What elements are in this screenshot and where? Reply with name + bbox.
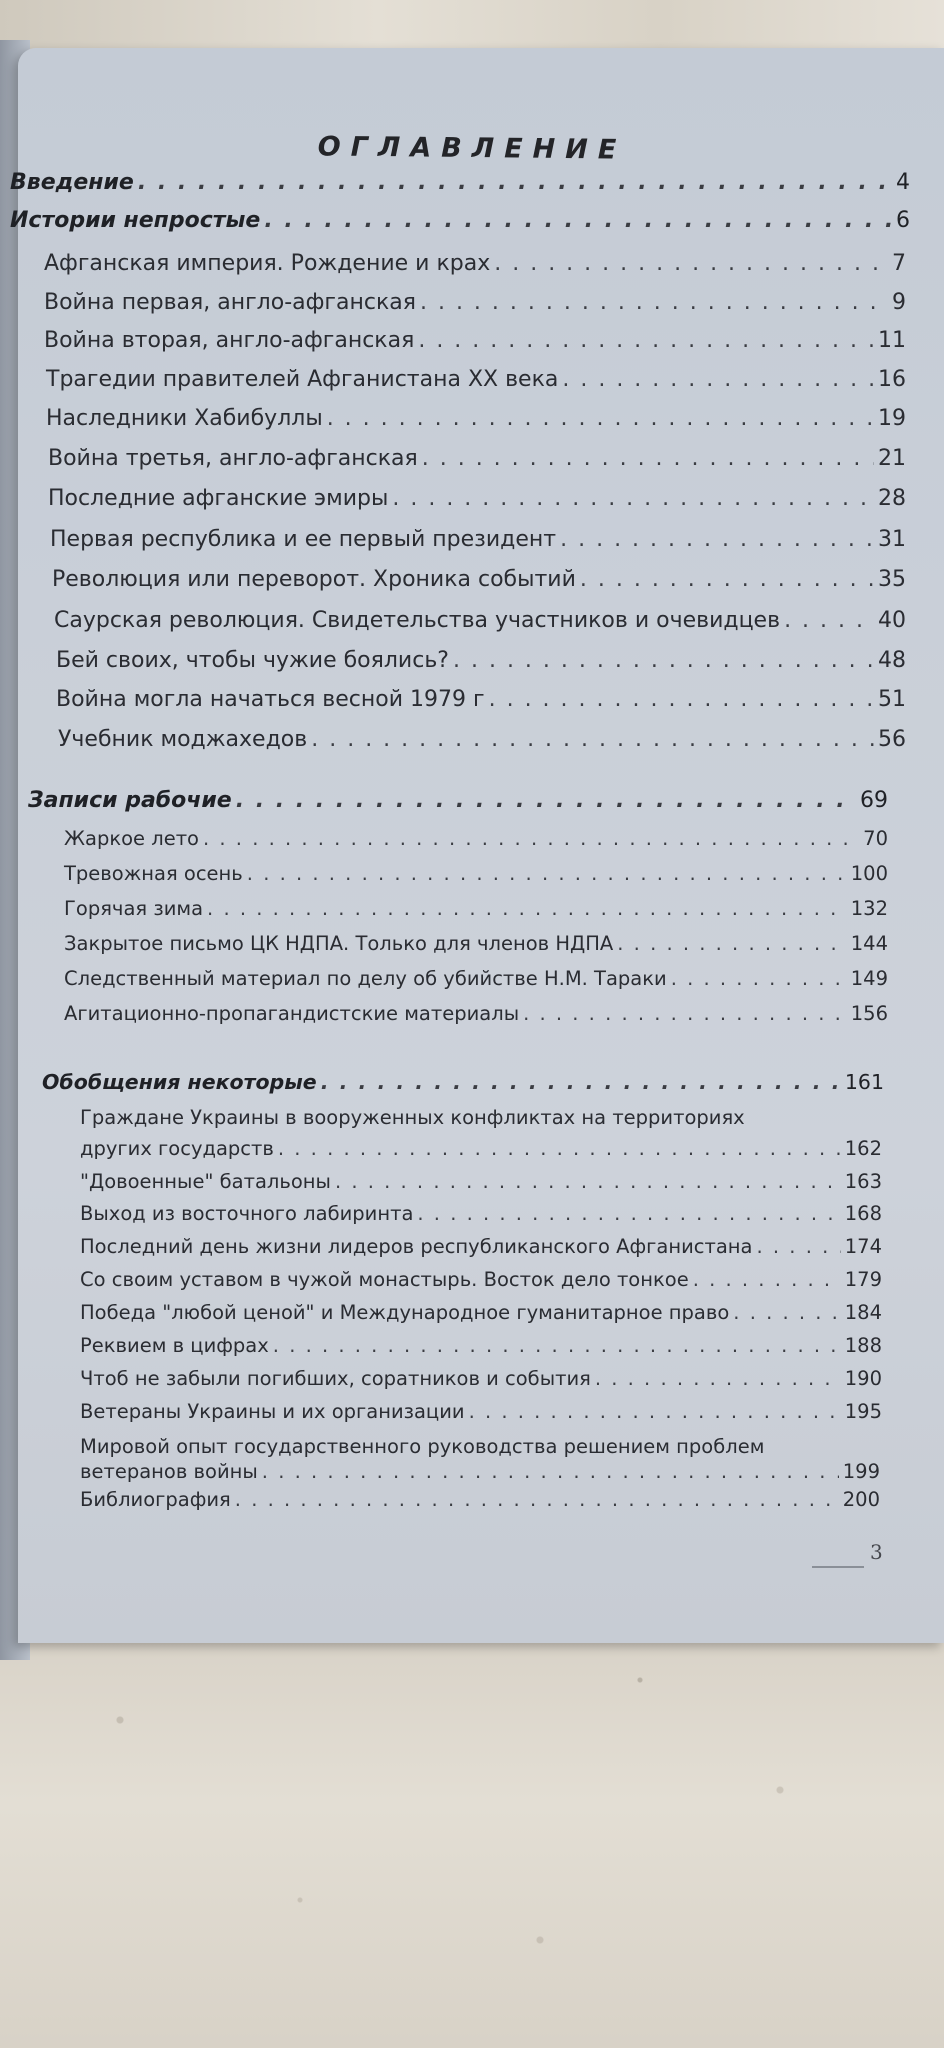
toc-entry[interactable] bbox=[52, 567, 906, 592]
toc-section-notes[interactable] bbox=[28, 788, 888, 813]
toc-entry-title: Реквием в цифрах bbox=[80, 1334, 269, 1357]
toc-entry-page: 163 bbox=[844, 1170, 882, 1193]
toc-entry-page: 184 bbox=[844, 1301, 882, 1324]
leader-dots bbox=[580, 567, 874, 592]
leader-dots bbox=[236, 788, 856, 813]
toc-entry-page: 149 bbox=[850, 967, 888, 990]
toc-entry[interactable] bbox=[46, 406, 906, 431]
leader-dots bbox=[311, 727, 874, 752]
toc-entry[interactable] bbox=[44, 290, 906, 315]
toc-entry-page: 11 bbox=[878, 328, 906, 353]
leader-dots bbox=[784, 608, 874, 633]
toc-entry[interactable] bbox=[64, 1002, 888, 1025]
leader-dots bbox=[595, 1367, 841, 1390]
toc-entry-first-line: Граждане Украины в вооруженных конфликтах на территориях bbox=[80, 1106, 745, 1129]
toc-entry[interactable] bbox=[56, 648, 906, 673]
toc-entry[interactable] bbox=[80, 1334, 882, 1357]
toc-entry[interactable] bbox=[48, 486, 906, 511]
toc-entry-title: Горячая зима bbox=[64, 897, 204, 920]
toc-entry[interactable] bbox=[58, 727, 906, 752]
toc-entry[interactable] bbox=[44, 251, 906, 276]
toc-entry-page: 156 bbox=[850, 1002, 888, 1025]
toc-entry[interactable] bbox=[80, 1202, 882, 1225]
leader-dots bbox=[203, 827, 859, 850]
toc-entry-page: 188 bbox=[844, 1334, 882, 1357]
toc-entry-page: 7 bbox=[892, 251, 906, 276]
folio-rule bbox=[812, 1566, 864, 1568]
toc-entry-page: 48 bbox=[878, 648, 906, 673]
toc-entry-title: Следственный материал по делу об убийстве Н.М. Тараки bbox=[64, 967, 667, 990]
leader-dots bbox=[321, 1070, 841, 1094]
leader-dots bbox=[562, 367, 874, 392]
leader-dots bbox=[617, 932, 846, 955]
toc-entry-page: 28 bbox=[878, 486, 906, 511]
toc-entry[interactable] bbox=[80, 1268, 882, 1291]
toc-entry-title: Победа "любой ценой" и Международное гуманитарное право bbox=[80, 1301, 730, 1324]
toc-entry-title: Последние афганские эмиры bbox=[48, 486, 389, 511]
toc-entry-title: Саурская революция. Свидетельства участников и очевидцев bbox=[54, 608, 781, 633]
toc-entry-title: Тревожная осень bbox=[64, 862, 243, 885]
toc-entry-title: Закрытое письмо ЦК НДПА. Только для членов НДПА bbox=[64, 932, 614, 955]
toc-entry-page: 21 bbox=[878, 446, 906, 471]
toc-entry-page: 190 bbox=[844, 1367, 882, 1390]
toc-entry-page: 69 bbox=[860, 788, 888, 813]
leader-dots bbox=[494, 251, 888, 276]
leader-dots bbox=[417, 1202, 840, 1225]
leader-dots bbox=[420, 290, 888, 315]
toc-entry-title: Первая республика и ее первый президент bbox=[50, 527, 557, 552]
page-number: 3 bbox=[870, 1540, 883, 1564]
leader-dots bbox=[733, 1301, 840, 1324]
toc-entry[interactable] bbox=[44, 328, 906, 353]
toc-entry-page: 174 bbox=[844, 1235, 882, 1258]
leader-dots bbox=[489, 687, 874, 712]
toc-entry[interactable] bbox=[80, 1170, 882, 1193]
leader-dots bbox=[671, 967, 847, 990]
toc-entry[interactable] bbox=[80, 1235, 882, 1258]
leader-dots bbox=[453, 648, 874, 673]
toc-entry[interactable] bbox=[80, 1488, 880, 1511]
toc-entry-title: Введение bbox=[10, 170, 134, 195]
toc-entry-title: Библиография bbox=[80, 1488, 231, 1511]
toc-entry-page: 132 bbox=[850, 897, 888, 920]
leader-dots bbox=[247, 862, 847, 885]
toc-entry-page: 179 bbox=[844, 1268, 882, 1291]
leader-dots bbox=[138, 170, 892, 195]
toc-entry-first-line: Мировой опыт государственного руководства решением проблем bbox=[80, 1435, 765, 1458]
toc-entry[interactable] bbox=[64, 827, 888, 850]
toc-entry-page: 161 bbox=[844, 1070, 884, 1094]
leader-dots bbox=[335, 1170, 841, 1193]
toc-entry-page: 70 bbox=[863, 827, 888, 850]
toc-entry-page: 168 bbox=[844, 1202, 882, 1225]
toc-entry-page: 100 bbox=[850, 862, 888, 885]
leader-dots bbox=[262, 1460, 839, 1483]
toc-entry-page: 56 bbox=[878, 727, 906, 752]
toc-entry-title: Афганская империя. Рождение и крах bbox=[44, 251, 491, 276]
toc-section-stories[interactable] bbox=[10, 208, 910, 233]
toc-entry-title: Война вторая, англо-афганская bbox=[44, 328, 415, 353]
toc-entry-title: Последний день жизни лидеров республиканского Афганистана bbox=[80, 1235, 753, 1258]
toc-entry-page: 199 bbox=[842, 1460, 880, 1483]
leader-dots bbox=[422, 446, 874, 471]
toc-entry[interactable] bbox=[56, 687, 906, 712]
toc-entry-title: Записи рабочие bbox=[28, 788, 232, 813]
toc-entry-page: 19 bbox=[878, 406, 906, 431]
toc-entry-page: 40 bbox=[878, 608, 906, 633]
toc-entry[interactable] bbox=[80, 1137, 882, 1160]
toc-entry-title: ветеранов войны bbox=[80, 1460, 258, 1483]
toc-entry-title: Выход из восточного лабиринта bbox=[80, 1202, 414, 1225]
toc-entry-page: 51 bbox=[878, 687, 906, 712]
toc-entry-title: Трагедии правителей Афганистана XX века bbox=[46, 367, 559, 392]
toc-entry-title: Наследники Хабибуллы bbox=[46, 406, 323, 431]
toc-entry-title: Истории непростые bbox=[10, 208, 261, 233]
toc-entry-title: Бей своих, чтобы чужие боялись? bbox=[56, 648, 449, 673]
toc-entry-page: 31 bbox=[878, 527, 906, 552]
toc-entry-page: 200 bbox=[842, 1488, 880, 1511]
toc-entry[interactable] bbox=[80, 1460, 880, 1483]
toc-entry-title: Война первая, англо-афганская bbox=[44, 290, 416, 315]
toc-entry-page: 162 bbox=[844, 1137, 882, 1160]
leader-dots bbox=[327, 406, 874, 431]
leader-dots bbox=[418, 328, 874, 353]
leader-dots bbox=[523, 1002, 847, 1025]
background-surface bbox=[0, 1640, 944, 2048]
leader-dots bbox=[278, 1137, 841, 1160]
toc-entry-title: "Довоенные" батальоны bbox=[80, 1170, 331, 1193]
toc-entry-page: 4 bbox=[896, 170, 910, 195]
leader-dots bbox=[469, 1400, 841, 1423]
leader-dots bbox=[264, 208, 892, 233]
toc-entry-title: Война третья, англо-афганская bbox=[48, 446, 418, 471]
toc-section-intro[interactable] bbox=[10, 170, 910, 195]
toc-entry[interactable] bbox=[50, 527, 906, 552]
toc-entry-title: других государств bbox=[80, 1137, 274, 1160]
toc-entry-page: 195 bbox=[844, 1400, 882, 1423]
toc-entry[interactable] bbox=[64, 862, 888, 885]
leader-dots bbox=[693, 1268, 841, 1291]
leader-dots bbox=[273, 1334, 841, 1357]
toc-entry[interactable] bbox=[80, 1367, 882, 1390]
toc-section-summaries[interactable] bbox=[42, 1070, 884, 1094]
leader-dots bbox=[235, 1488, 839, 1511]
toc-entry[interactable] bbox=[80, 1400, 882, 1423]
toc-entry-page: 35 bbox=[878, 567, 906, 592]
toc-entry-title: Ветераны Украины и их организации bbox=[80, 1400, 465, 1423]
toc-entry[interactable] bbox=[54, 608, 906, 633]
toc-entry-page: 6 bbox=[896, 208, 910, 233]
toc-entry-title: Обобщения некоторые bbox=[42, 1070, 317, 1094]
toc-entry-title: Агитационно-пропагандистские материалы bbox=[64, 1002, 520, 1025]
toc-entry-title: Жаркое лето bbox=[64, 827, 199, 850]
toc-entry-page: 16 bbox=[878, 367, 906, 392]
toc-entry[interactable] bbox=[64, 897, 888, 920]
toc-entry-page: 144 bbox=[850, 932, 888, 955]
toc-entry-title: Со своим уставом в чужой монастырь. Восток дело тонкое bbox=[80, 1268, 689, 1291]
toc-entry-title: Учебник моджахедов bbox=[58, 727, 308, 752]
toc-entry-title: Революция или переворот. Хроника событий bbox=[52, 567, 576, 592]
toc-entry[interactable] bbox=[64, 932, 888, 955]
leader-dots bbox=[757, 1235, 841, 1258]
toc-entry[interactable] bbox=[64, 967, 888, 990]
toc-entry-page: 9 bbox=[892, 290, 906, 315]
leader-dots bbox=[207, 897, 847, 920]
toc-entry[interactable] bbox=[46, 367, 906, 392]
leader-dots bbox=[560, 527, 874, 552]
toc-entry[interactable] bbox=[48, 446, 906, 471]
toc-entry-title: Война могла начаться весной 1979 г bbox=[56, 687, 485, 712]
toc-entry-title: Чтоб не забыли погибших, соратников и события bbox=[80, 1367, 591, 1390]
toc-heading: ОГЛАВЛЕНИЕ bbox=[317, 131, 627, 166]
toc-entry[interactable] bbox=[80, 1301, 882, 1324]
leader-dots bbox=[392, 486, 874, 511]
